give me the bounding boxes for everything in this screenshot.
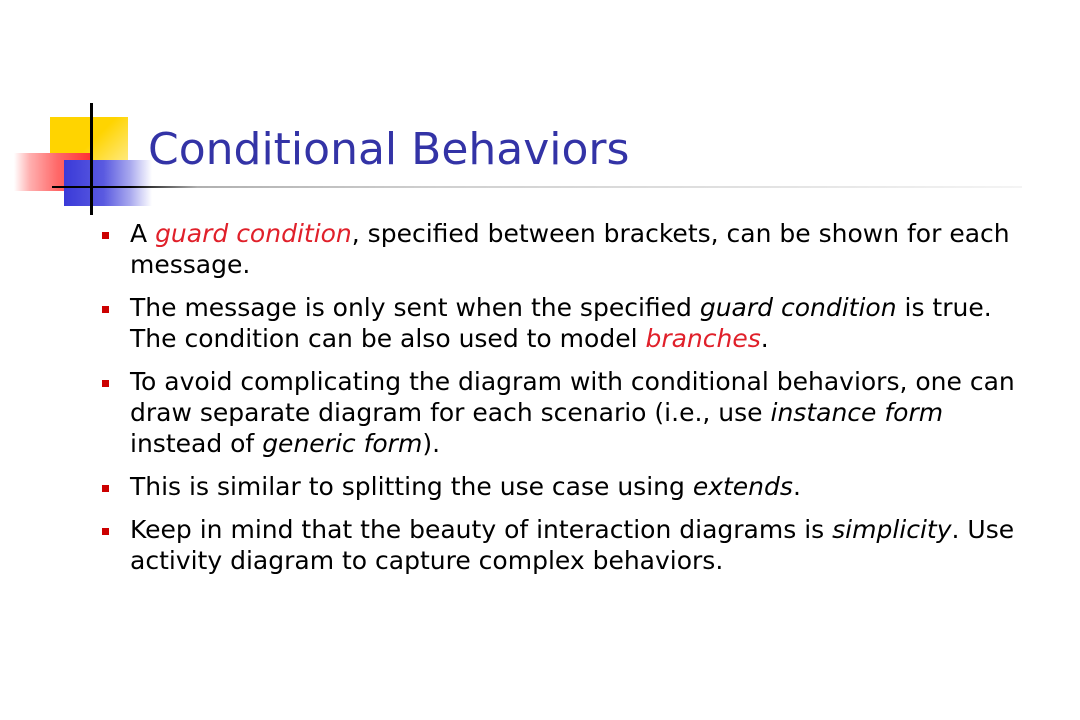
bullet-square-icon	[102, 232, 109, 239]
bullet-square-icon	[102, 380, 109, 387]
term-generic-form: generic form	[262, 429, 423, 458]
term-simplicity: simplicity	[832, 515, 952, 544]
term-instance-form: instance form	[770, 398, 944, 427]
bullet-text: , specified between brackets, can be shown for each message.	[130, 219, 1010, 279]
title-underline	[52, 186, 1022, 188]
bullet-text: .	[760, 324, 769, 353]
bullet-item-simplicity	[102, 514, 1032, 576]
bullet-square-icon	[102, 306, 109, 313]
bullet-square-icon	[102, 485, 109, 492]
bullet-text: A	[130, 219, 156, 248]
term-extends: extends	[692, 472, 793, 501]
bullet-text: The message is only sent when the specified	[130, 293, 700, 322]
bullet-item-splitting-use-case	[102, 471, 1032, 502]
bullet-square-icon	[102, 528, 109, 535]
term-branches: branches	[645, 324, 761, 353]
bullet-item-avoid-complicating	[102, 366, 1032, 459]
blue-square-decoration	[64, 160, 152, 206]
bullet-text: This is similar to splitting the use case using	[130, 472, 693, 501]
bullet-text: .	[792, 472, 801, 501]
bullet-item-guard-condition	[102, 218, 1032, 280]
bullet-item-message-sent	[102, 292, 1032, 354]
bullet-text: Keep in mind that the beauty of interaction diagrams is	[130, 515, 833, 544]
bullet-text: To avoid complicating the diagram with conditional behaviors, one can draw separate diagram for each scenario (i.e., use	[130, 367, 1015, 427]
slide-title: Conditional Behaviors	[148, 124, 630, 175]
bullet-text: ).	[422, 429, 441, 458]
term-guard-condition: guard condition	[699, 293, 897, 322]
term-guard-condition: guard condition	[155, 219, 352, 248]
bullet-text: is true. The condition can be also used to model	[130, 293, 992, 353]
bullet-list	[102, 218, 1032, 588]
bullet-text: . Use activity diagram to capture complex behaviors.	[130, 515, 1015, 575]
bullet-text: instead of	[130, 429, 263, 458]
vertical-line-decoration	[90, 103, 93, 215]
